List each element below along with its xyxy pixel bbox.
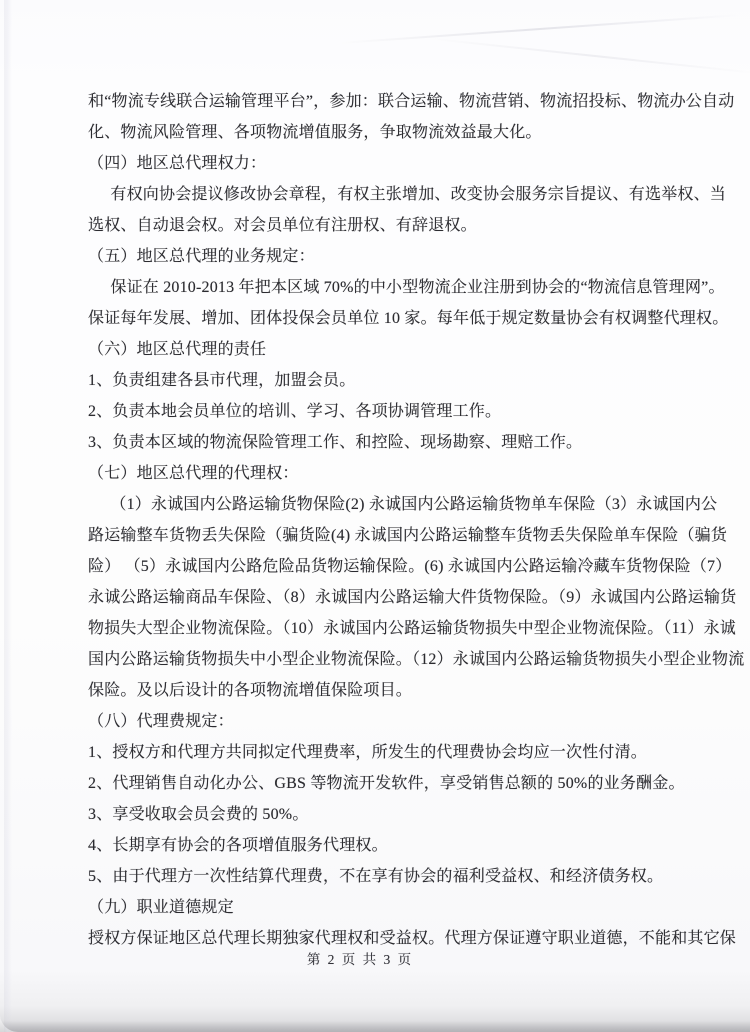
text-line: 保证每年发展、增加、团体投保会员单位 10 家。每年低于规定数量协会有权调整代理权。 xyxy=(88,310,729,327)
text-line: 1、授权方和代理方共同拟定代理费率，所发生的代理费协会均应一次性付清。 xyxy=(88,744,648,761)
text-line: （九）职业道德规定 xyxy=(88,899,234,916)
text-line: 3、负责本区域的物流保险管理工作、和控险、现场勘察、理赔工作。 xyxy=(88,434,583,451)
text-line: 4、长期享有协会的各项增值服务代理权。 xyxy=(88,837,388,854)
scan-crease-top xyxy=(340,14,739,44)
text-line: 保证在 2010-2013 年把本区域 70%的中小型物流企业注册到协会的“物流信息管理网”。 xyxy=(110,279,725,296)
document-lines xyxy=(0,86,750,954)
scan-crease-top-2 xyxy=(431,38,750,74)
text-line: 5、由于代理方一次性结算代理费，不在享有协会的福利受益权、和经济债务权。 xyxy=(88,868,664,885)
text-line: （七）地区总代理的代理权： xyxy=(88,465,299,482)
text-line: 有权向协会提议修改协会章程，有权主张增加、改变协会服务宗旨提议、有选举权、当 xyxy=(110,186,726,203)
text-line: 1、负责组建各县市代理，加盟会员。 xyxy=(88,372,356,389)
text-line: 选权、自动退会权。对会员单位有注册权、有辞退权。 xyxy=(88,217,477,234)
text-line: 和“物流专线联合运输管理平台”，参加：联合运输、物流营销、物流招投标、物流办公自动 xyxy=(88,93,735,110)
page-footer: 第 2 页 共 3 页 xyxy=(306,952,414,967)
text-line: 2、负责本地会员单位的培训、学习、各项协调管理工作。 xyxy=(88,403,502,420)
text-line: （五）地区总代理的业务规定： xyxy=(88,248,315,265)
text-line: 物损失大型企业物流保险。（10）永诚国内公路运输货物损失中型企业物流保险。（11）永诚 xyxy=(88,620,737,637)
text-line: （六）地区总代理的责任 xyxy=(88,341,267,358)
text-line: 授权方保证地区总代理长期独家代理权和受益权。代理方保证遵守职业道德，不能和其它保 xyxy=(88,930,737,947)
text-line: （四）地区总代理权力： xyxy=(88,155,267,172)
text-line: 险） （5）永诚国内公路危险品货物运输保险。(6) 永诚国内公路运输冷藏车货物保险（7） xyxy=(88,558,732,575)
text-line: 3、享受收取会员会费的 50%。 xyxy=(88,806,309,823)
text-line: 保险。及以后设计的各项物流增值保险项目。 xyxy=(88,682,413,699)
text-line: （八）代理费规定： xyxy=(88,713,234,730)
text-line: 化、物流风险管理、各项物流增值服务，争取物流效益最大化。 xyxy=(88,124,542,141)
text-line: 永诚公路运输商品车保险、（8）永诚国内公路运输大件货物保险。（9）永诚国内公路运输货 xyxy=(88,589,737,606)
scan-bottom-shadow xyxy=(0,1006,750,1032)
text-line: （1）永诚国内公路运输货物保险(2) 永诚国内公路运输货物单车保险（3）永诚国内公 xyxy=(110,496,718,513)
text-line: 国内公路运输货物损失中小型企业物流保险。（12）永诚国内公路运输货物损失小型企业物流 xyxy=(88,651,745,668)
text-line: 2、代理销售自动化办公、GBS 等物流开发软件，享受销售总额的 50%的业务酬金。 xyxy=(88,775,685,792)
text-line: 路运输整车货物丢失保险（骗货险(4) 永诚国内公路运输整车货物丢失保险单车保险（骗货 xyxy=(88,527,728,544)
